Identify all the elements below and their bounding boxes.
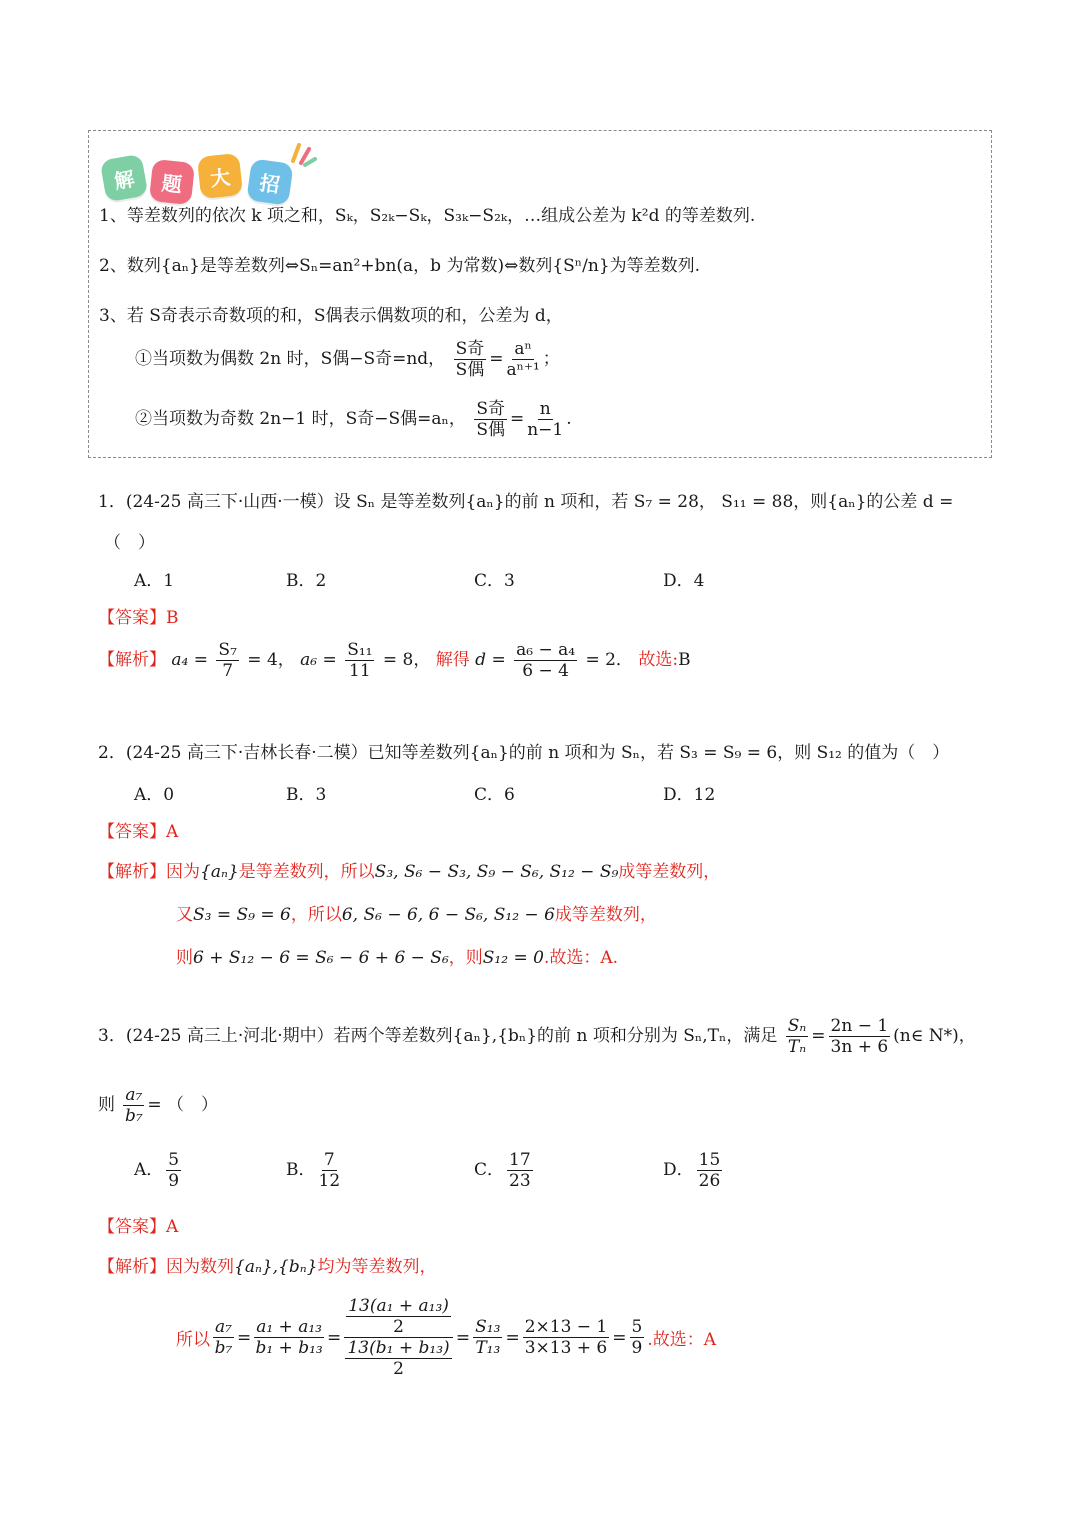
equals: = [326,1327,342,1348]
fraction [123,1085,144,1126]
formula: 6, S₆ − 6, 6 − S₆, S₁₂ − 6 [341,905,555,925]
text: 又 [176,905,193,925]
frac-num: n [539,399,551,419]
tip-line-1: 1、等差数列的依次 k 项之和，Sₖ，S₂ₖ−Sₖ，S₃ₖ−S₂ₖ，…组成公差为 k²d 的等差数列. [99,206,756,226]
equals: = [236,1327,252,1348]
frac-num: S奇 [455,339,485,359]
fraction [213,1317,234,1358]
condition: (n∈ N*)， [893,1026,976,1046]
q3-ask [98,1085,218,1126]
fraction [697,1150,723,1191]
inner-den: 2 [393,1359,404,1379]
frac-den: n−1 [527,420,564,440]
text: 所以 [176,1330,210,1350]
fraction [319,1150,341,1191]
frac-den: b₁ + b₁₃ [255,1338,323,1358]
formula: S₁₂ = 0 [482,948,544,968]
fraction [474,399,507,440]
fraction [523,1317,610,1358]
q3-option-c [474,1150,536,1191]
fraction [345,640,374,681]
equals: = [505,1327,520,1348]
frac-num: 7 [323,1150,335,1170]
q3-text [98,1016,976,1057]
answer-value: A [166,1217,179,1237]
fraction [786,1016,809,1057]
q2-text: 2．(24-25 高三下·吉林长春·二模）已知等差数列{aₙ}的前 n 项和为 Sₙ，若 S₃ = S₉ = 6，则 S₁₂ 的值为（ ） [98,743,950,763]
formula: d = [475,650,506,670]
frac-num: a₇ [215,1317,232,1337]
inner-den: 2 [393,1317,404,1337]
text: .故选：A [647,1330,717,1350]
formula: {aₙ},{bₙ} [234,1257,318,1277]
text: 是等差数列，所以 [238,862,375,882]
badge-char: 招 [246,158,293,205]
frac-num: S₁₁ [347,640,373,660]
text: 因为 [166,862,200,882]
frac-den: 9 [631,1338,643,1358]
q3-option-d [663,1150,725,1191]
answer-value: B [166,608,179,628]
frac-num [344,1296,453,1338]
q1-option-b: B．2 [286,571,327,591]
tips-badge [103,149,323,203]
option-label: A． [134,1160,164,1180]
answer-label: 【答案】 [98,822,166,842]
frac-den: 3n + 6 [830,1037,889,1057]
tips-box [88,130,992,458]
formula: 6 + S₁₂ − 6 = S₆ − 6 + 6 − S₆ [193,948,449,968]
badge-char: 大 [197,153,243,199]
frac-den: 11 [349,661,371,681]
analysis-label: 【解析】 [98,862,166,882]
pick-text: 故选: [638,650,679,670]
fraction [514,640,577,681]
option-label: D． [663,1160,694,1180]
frac-num: S奇 [476,399,505,419]
frac-num: a₆ − a₄ [516,640,576,660]
q2-analysis-line-3 [176,943,618,968]
fraction [166,1150,181,1191]
option-label: B． [286,1160,316,1180]
frac-num: a₇ [125,1085,143,1105]
formula: {aₙ} [200,862,239,882]
text: 均为等差数列， [317,1257,437,1277]
formula: a₆ = [300,650,337,670]
frac-num: 5 [631,1317,643,1337]
frac-num: S₁₃ [475,1317,501,1337]
frac-den: T₁₃ [475,1338,501,1358]
q1-option-d: D．4 [663,571,705,591]
fraction [454,339,487,380]
answer-label: 【答案】 [98,1217,166,1237]
q2-analysis-line-1 [98,857,720,882]
fraction [527,399,563,440]
q3-answer [98,1212,178,1237]
fraction [473,1317,502,1358]
q2-option-a: A．0 [134,785,175,805]
frac-den: 23 [509,1171,531,1191]
frac-num: 2×13 − 1 [524,1317,608,1337]
frac-num: 15 [698,1150,721,1170]
frac-den: aⁿ⁺¹ [506,360,540,380]
tip-3a-text: ①当项数为偶数 2n 时，S偶−S奇=nd， [135,349,446,369]
q1-answer [98,603,179,628]
frac-num: 2n − 1 [830,1016,889,1036]
frac-den: 9 [168,1171,180,1191]
fraction [507,339,540,380]
formula: S₃, S₆ − S₃, S₉ − S₆, S₁₂ − S₉ [374,862,619,882]
text: 则 [98,1095,115,1115]
text: ，则 [448,948,483,968]
equals: = [455,1327,471,1348]
fraction [216,640,238,681]
frac-den: Tₙ [787,1037,807,1057]
compound-fraction [344,1296,453,1379]
answer-label: 【答案】 [98,608,166,628]
fraction [630,1317,645,1358]
tip-3b-text: ②当项数为奇数 2n−1 时，S奇−S偶=aₙ， [135,409,466,429]
q3-analysis-line-1 [98,1252,436,1277]
frac-den: 12 [318,1171,341,1191]
text: ，所以 [290,905,342,925]
formula: = 4， [247,650,295,670]
q2-option-b: B．3 [286,785,327,805]
text: 因为数列 [166,1257,234,1277]
tip-3b-end: . [566,409,572,429]
q1-option-c: C．3 [474,571,515,591]
option-label: C． [474,1160,505,1180]
text: 成等差数列， [554,905,657,925]
formula: a₄ = [171,650,209,670]
q3-option-a [134,1150,184,1191]
q2-answer [98,817,178,842]
tip-line-2: 2、数列{aₙ}是等差数列⇔Sₙ=an²+bn(a，b 为常数)⇔数列{Sⁿ/n}为等差数列. [99,256,701,276]
frac-num: 17 [509,1150,531,1170]
equals: = [612,1327,627,1348]
text: .故选：A. [543,948,619,968]
answer-value: A [166,822,179,842]
fraction [829,1016,891,1057]
q2-analysis-line-2 [176,900,657,925]
frac-num: aⁿ [514,339,532,359]
solve-text: 解得 [435,650,470,670]
frac-den: 6 − 4 [522,661,569,681]
inner-num: 13(a₁ + a₁₃) [348,1296,449,1316]
analysis-label: 【解析】 [98,1257,166,1277]
sparkle-icon [289,141,317,167]
q3-option-b [286,1150,343,1191]
frac-den: S偶 [455,360,485,380]
frac-den: b₇ [125,1106,143,1126]
pick-value: B [678,650,691,670]
frac-den: b₇ [214,1338,233,1358]
fraction [254,1317,324,1358]
text: 则 [176,948,193,968]
frac-num: S₇ [218,640,237,660]
badge-char: 解 [100,154,149,203]
formula: = 8， [382,650,431,670]
q1-paren: （ ） [104,533,155,553]
frac-den: 26 [698,1171,721,1191]
tip-line-3a: ①当项数为偶数 2n 时，S偶−S奇=nd， $\frac{\text{S奇}}{\text{S偶}}$ = $\frac{\text{aⁿ}}{\text{aⁿ⁺¹}}$ ； [135,339,560,380]
frac-den [345,1338,451,1379]
q1-option-a: A．1 [134,571,175,591]
analysis-label: 【解析】 [98,650,166,670]
frac-num: 5 [168,1150,180,1170]
frac-den: 7 [222,661,234,681]
q1-text: 1．(24-25 高三下·山西·一模）设 Sₙ 是等差数列{aₙ}的前 n 项和，若 S₇ = 28， S₁₁ = 88，则{aₙ}的公差 d = [98,492,954,512]
badge-char: 题 [149,159,195,205]
frac-num: a₁ + a₁₃ [256,1317,322,1337]
equals: = [811,1026,826,1046]
text: = （ ） [147,1095,219,1115]
q2-option-c: C．6 [474,785,515,805]
formula: S₃ = S₉ = 6 [193,905,291,925]
q2-option-d: D．12 [663,785,716,805]
frac-num: Sₙ [787,1016,807,1036]
q3-analysis-line-2 [176,1296,716,1379]
tip-line-3b: ②当项数为奇数 2n−1 时，S奇−S偶=aₙ， $\frac{\text{S奇}}{\text{S偶}}$ = $\frac{n}{n-1}$ . [135,399,572,440]
text: 成等差数列， [618,862,721,882]
tip-line-3: 3、若 S奇表示奇数项的和，S偶表示偶数项的和，公差为 d， [99,306,563,326]
frac-den: S偶 [476,420,505,440]
frac-den: 3×13 + 6 [524,1338,608,1358]
tip-3a-end: ； [542,349,560,369]
q1-analysis [98,640,691,681]
formula: = 2． [585,650,633,670]
fraction [507,1150,533,1191]
inner-num: 13(b₁ + b₁₃) [347,1338,450,1358]
text: 3．(24-25 高三上·河北·期中）若两个等差数列{aₙ},{bₙ}的前 n 项和分别为 Sₙ,Tₙ，满足 [98,1026,778,1046]
